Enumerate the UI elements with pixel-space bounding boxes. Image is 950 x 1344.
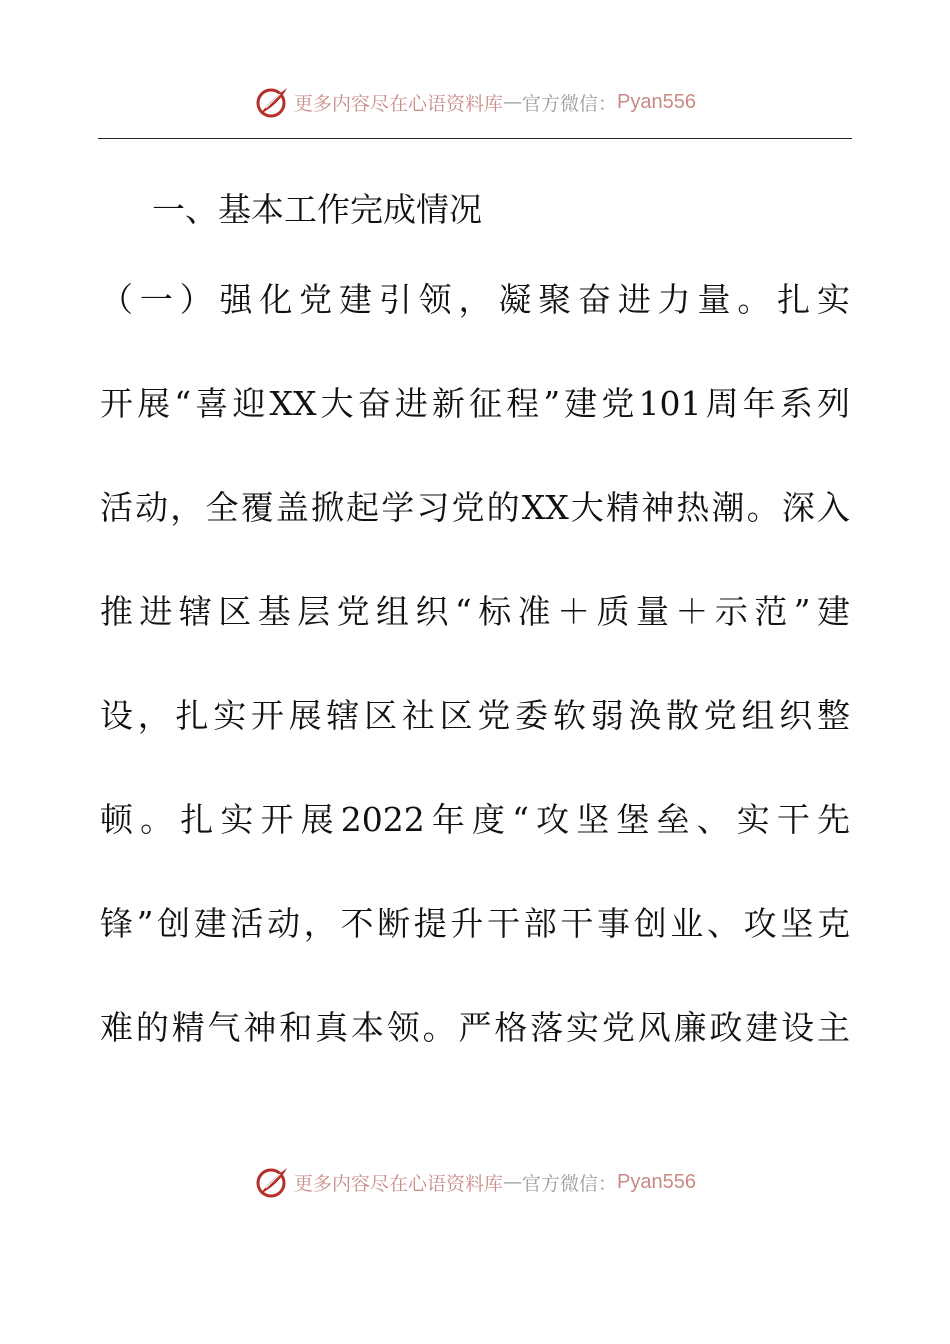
- banner-brand-text: 更多内容尽在心语资料库: [294, 92, 504, 115]
- body-line: 活动，全覆盖掀起学习党的XX大精神热潮。深入: [100, 488, 850, 527]
- header-divider: [98, 138, 852, 139]
- banner-wechat-id: Pyan556: [617, 1170, 696, 1193]
- quill-logo-icon: [254, 84, 290, 120]
- banner-wechat-label: 官方微信：: [522, 92, 618, 115]
- header-watermark: [0, 82, 950, 122]
- banner-wechat-label: 官方微信：: [522, 1172, 618, 1195]
- body-line: （一）强化党建引领，凝聚奋进力量。扎实: [100, 280, 850, 319]
- body-line: 设，扎实开展辖区社区党委软弱涣散党组织整: [100, 696, 850, 735]
- body-line: 开展“喜迎XX大奋进新征程”建党101周年系列: [100, 384, 850, 423]
- body-line: 顿。扎实开展2022年度“攻坚堡垒、实干先: [100, 800, 850, 839]
- banner-dash: —: [503, 91, 523, 113]
- body-line: 锋”创建活动，不断提升干部干事创业、攻坚克: [100, 904, 850, 943]
- banner-dash: —: [503, 1171, 523, 1193]
- quill-logo-icon: [254, 1164, 290, 1200]
- body-line: 难的精气神和真本领。严格落实党风廉政建设主: [100, 1008, 850, 1047]
- banner-brand-text: 更多内容尽在心语资料库: [294, 1172, 504, 1195]
- section-heading: 一、基本工作完成情况: [152, 190, 482, 229]
- body-line: 推进辖区基层党组织“标准＋质量＋示范”建: [100, 592, 850, 631]
- banner-wechat-id: Pyan556: [617, 90, 696, 113]
- footer-watermark: [0, 1162, 950, 1202]
